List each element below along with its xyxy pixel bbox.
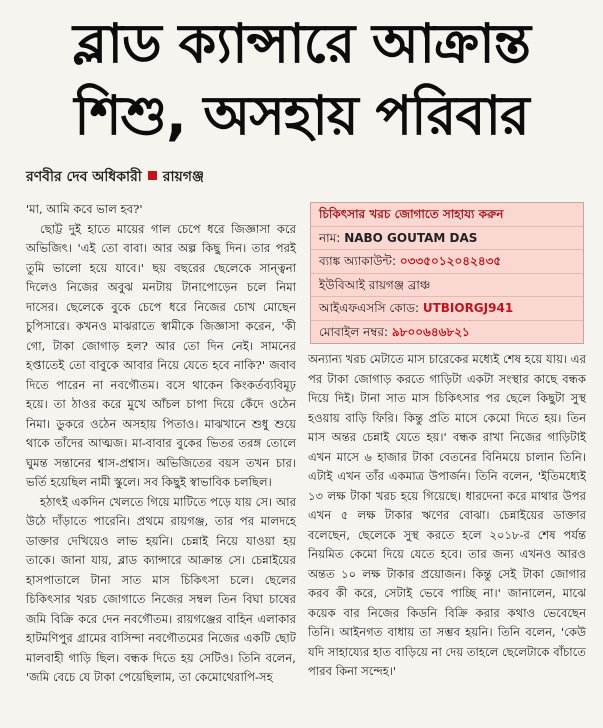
ifsc-row <box>311 297 583 321</box>
article-paragraph: ছোট্ট দুই হাতে মায়ের গাল চেপে ধরে জিজ্ঞাসা করে অভিজিৎ। 'এই তো বাবা। আর অল্প কিছু দিন। তার পরই তুমি ভালো হয়ে যাবে।' ছয় বছরের ছেলেকে সান্ত্বনা দিলেও নিজের অবুঝ মনটায় টানাপোড়েন চলে নিমা দাসের। ছেলেকে বুকে চেপে ধরে নিজের চোখ মোছেন চুপিসারে। কখনও মাঝরাতে স্বামীকে জিজ্ঞাসা করেন, 'কী গো, টাকা জোগাড় হল? আর তো দিন নেই। সামনের হপ্তাতেই তো বাবুকে আবার নিয়ে যেতে হবে নাকি?' জবাব দিতে পারেন না নবগৌতম। বসে থাকেন কিংকর্তব্যবিমূঢ় হয়ে। তা ঠাওর করে মুখে আঁচল চাপা দিয়ে কেঁদে ওঠেন নিমা। ডুকরে ওঠেন অসহায় পিতাও। মাঝখানে শুধু শুয়ে থাকে তাঁদের আত্মজ। মা-বাবার বুকের ভিতর তরঙ্গ তোলে ঘুমন্ত সন্তানের শ্বাস-প্রশ্বাস। অভিজিতের বয়স তখন চার। ভর্তি হয়েছিল নামী স্কুলে। সব কিছুই স্বাভাবিক চলছিল। <box>26 221 296 489</box>
headline <box>0 8 603 152</box>
mobile-row <box>311 321 583 344</box>
ifsc-value: UTBIORGJ941 <box>422 301 514 315</box>
donation-info-box <box>310 202 584 344</box>
bank-branch-row: ইউবিআই রায়গঞ্জ ব্রাঞ্চ <box>311 274 583 298</box>
byline-place: রায়গঞ্জ <box>162 169 204 185</box>
account-number-row <box>311 250 583 274</box>
byline-author: রণবীর দেব অধিকারী <box>26 169 142 185</box>
article-paragraph: অন্যান্য খরচ মেটাতে মাস চারেকের মধ্যেই শেষ হয়ে যায়। এর পর টাকা জোগাড় করতে গাড়িটা একটা সংস্থার কাছে বন্ধক দিয়ে দিই। টানা সাত মাস চিকিৎসার পর ছেলে কিছুটা সুস্থ হওয়ায় বাড়ি ফিরি। কিন্তু প্রতি মাসে কেমো দিতে হয়। তিন মাস অন্তর চেন্নাই যেতে হয়।' বন্ধক রাখা নিজের গাড়িটাই এখন মাসে ৬ হাজার টাকা বেতনের বিনিময়ে চালান তিনি। এটাই এখন তাঁর একমাত্র উপার্জন। তিনি বলেন, 'ইতিমধ্যেই ১৩ লক্ষ টাকা খরচ হয়ে গিয়েছে। ধারদেনা করে মাথার উপর এখন ৫ লক্ষ টাকার ঋণের বোঝা। চেন্নাইয়ের ডাক্তার বলেছেন, ছেলেকে সুস্থ করতে হলে ২০১৮-র শেষ পর্যন্ত নিয়মিত কেমো দিয়ে যেতে হবে। তার জন্য এখনও আরও অন্তত ১০ লক্ষ টাকার প্রয়োজন। কিন্তু সেই টাকা জোগার করব কী করে, সেটাই ভেবে পাচ্ছি না।' জানালেন, মাঝে কয়েক বার নিজের কিডনি বিক্রি করার কথাও ভেবেছেন তিনি। আইনগত বাধায় তা সম্ভব হয়নি। তিনি বলেন, 'কেউ যদি সাহায্যের হাত বাড়িয়ে না দেয় তাহলে ছেলেটাকে বাঁচাতে পারব কিনা সন্দেহ।' <box>308 352 586 678</box>
account-value: ০৩৩৫০১২০৪২৪৩৫ <box>399 254 502 268</box>
red-square-icon <box>148 171 157 180</box>
ifsc-label: আইএফএসসি কোড: <box>319 301 419 315</box>
headline-line-1: ব্লাড ক্যান্সারে আক্রান্ত <box>72 12 530 75</box>
name-value: NABO GOUTAM DAS <box>344 230 478 245</box>
article-paragraph: হঠাৎই একদিন খেলতে গিয়ে মাটিতে পড়ে যায় সে। আর উঠে দাঁড়াতে পারেনি। প্রথমে রায়গঞ্জ, তার পর মালদহে ডাক্তার দেখিয়েও লাভ হয়নি। চেন্নাই নিয়ে যাওয়া হয় তাকে। জানা যায়, ব্লাড ক্যান্সারে আক্রান্ত সে। চেন্নাইয়ের হাসপাতালে টানা সাত মাস চিকিৎসা চলে। ছেলের চিকিৎসার খরচ জোগাতে নিজের সম্বল তিন বিঘা চাষের জমি বিক্রি করে দেন নবগৌতম। রায়গঞ্জের বাহিন এলাকার হাটমণিপুর গ্রামের বাসিন্দা নবগৌতমের নিজের একটি ছোট মালবাহী গাড়ি ছিল। বন্ধক দিতে হয় সেটিও। তিনি বলেন, 'জমি বেচে যে টাকা পেয়েছিলাম, তা কেমোথেরাপি-সহ <box>26 494 296 684</box>
donation-heading: চিকিৎসার খরচ জোগাতে সাহায্য করুন <box>311 203 583 227</box>
account-name-row <box>311 227 583 251</box>
byline <box>26 165 204 189</box>
name-label: নাম: <box>319 230 341 245</box>
mobile-label: মোবাইল নম্বর: <box>319 324 389 339</box>
article-column-1 <box>26 200 296 688</box>
headline-line-2: শিশু, অসহায় পরিবার <box>74 84 529 147</box>
mobile-value: ৯৮০০৬৪৬৮২১ <box>391 324 470 339</box>
article-column-2 <box>308 350 586 682</box>
article-paragraph: 'মা, আমি কবে ভাল হব?' <box>26 202 143 216</box>
account-label: ব্যাঙ্ক অ্যাকাউন্ট: <box>319 254 397 268</box>
